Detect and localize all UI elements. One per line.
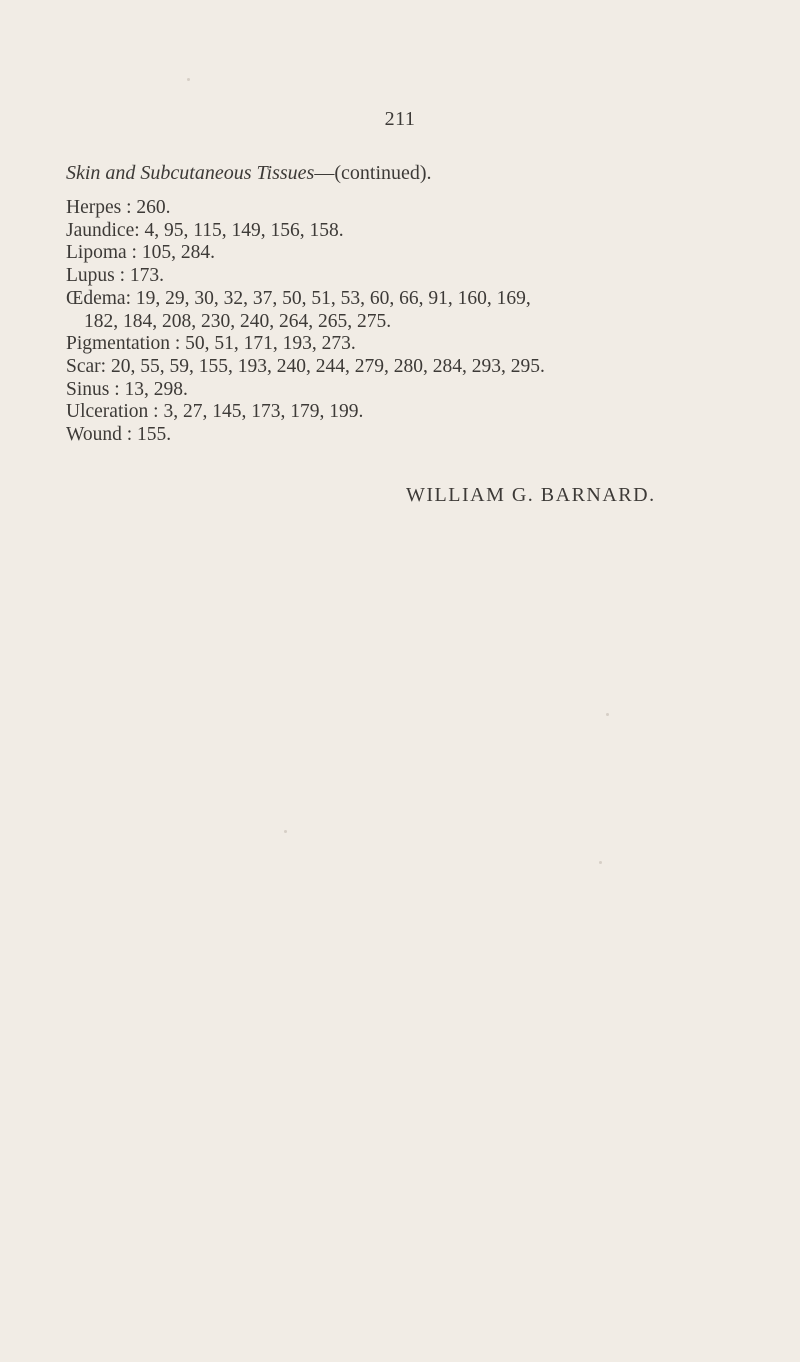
entry-text: Ulceration : 3, 27, 145, 173, 179, 199. [66,401,364,423]
author-signature: WILLIAM G. BARNARD. [406,484,656,506]
index-entry [66,379,781,402]
entry-text: Pigmentation : 50, 51, 171, 193, 273. [66,333,356,355]
entry-text: Jaundice: 4, 95, 115, 149, 156, 158. [66,219,344,241]
section-heading [66,162,766,185]
index-entries [66,197,781,447]
page-number: 211 [384,108,416,130]
entry-text: Œdema: 19, 29, 30, 32, 37, 50, 51, 53, 60, 66, 91, 160, 169, [66,287,531,309]
entry-text: Lupus : 173. [66,265,165,287]
paper-speck [606,713,609,716]
entry-text: Wound : 155. [66,424,172,446]
entry-text: Lipoma : 105, 284. [66,242,215,264]
section-heading-continued: —(continued). [314,162,432,184]
section-heading-title: Skin and Subcutaneous Tissues [66,162,315,184]
index-entry [66,424,781,447]
paper-speck [284,830,287,833]
index-entry [66,288,781,333]
index-entry [66,242,781,265]
index-entry [66,197,781,220]
paper-speck [187,78,190,81]
index-entry [66,220,781,243]
entry-continuation: 182, 184, 208, 230, 240, 264, 265, 275. [84,310,392,332]
index-entry [66,401,781,424]
index-entry [66,333,781,356]
entry-text: Sinus : 13, 298. [66,378,188,400]
index-entry [66,265,781,288]
paper-speck [599,861,602,864]
entry-text: Herpes : 260. [66,197,171,218]
index-entry [66,356,781,379]
entry-text: Scar: 20, 55, 59, 155, 193, 240, 244, 279, 280, 284, 293, 295. [66,355,545,377]
